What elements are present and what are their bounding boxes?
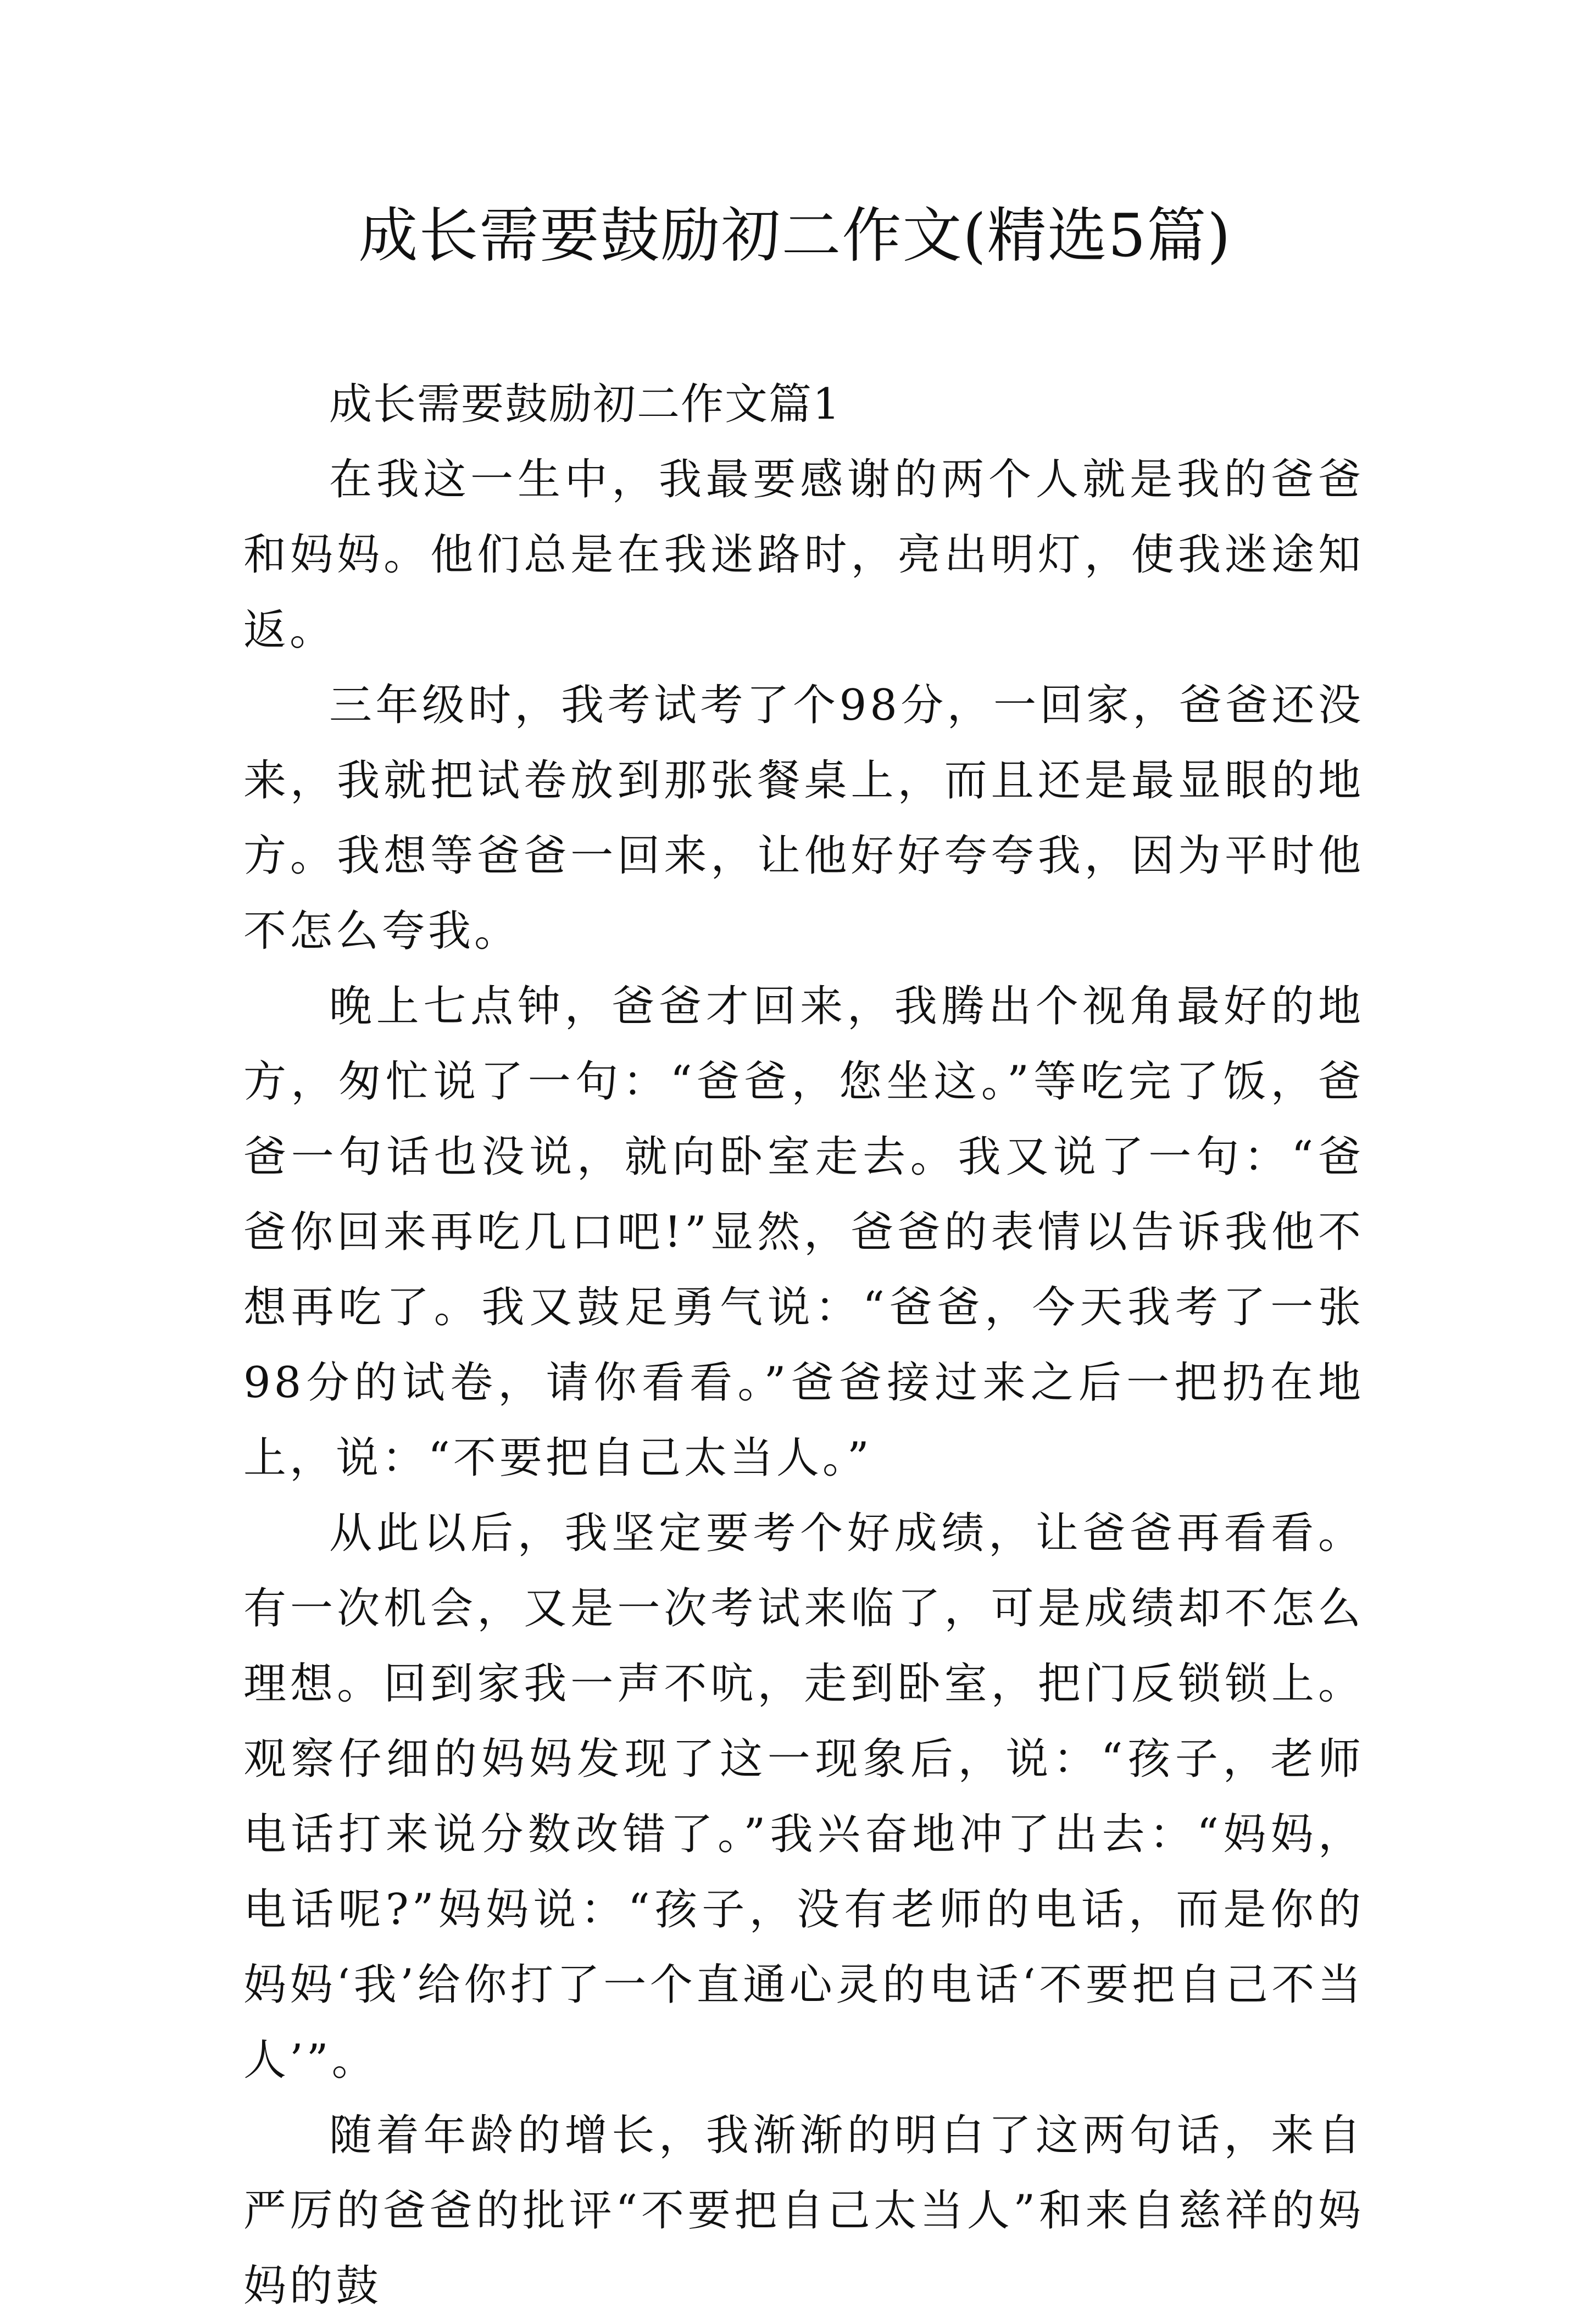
paragraph-3: 晚上七点钟，爸爸才回来，我腾出个视角最好的地方，匆忙说了一句：“爸爸，您坐这。”等吃完了饭，爸爸一句话也没说，就向卧室走去。我又说了一句：“爸爸你回来再吃几口吧!”显然，爸爸的表情以告诉我他不想再吃了。我又鼓足勇气说：“爸爸，今天我考了一张98分的试卷，请你看看。”爸爸接过来之后一把扔在地上，说：“不要把自己太当人。” — [243, 982, 1364, 1483]
paragraph-1: 在我这一生中，我最要感谢的两个人就是我的爸爸和妈妈。他们总是在我迷路时，亮出明灯，使我迷途知返。 — [243, 455, 1364, 655]
essay-heading: 成长需要鼓励初二作文篇1 — [329, 380, 841, 429]
paragraph-4: 从此以后，我坚定要考个好成绩，让爸爸再看看。有一次机会，又是一次考试来临了，可是成绩却不怎么理想。回到家我一声不吭，走到卧室，把门反锁锁上。观察仔细的妈妈发现了这一现象后，说：“孩子，老师电话打来说分数改错了。”我兴奋地冲了出去：“妈妈，电话呢?”妈妈说：“孩子，没有老师的电话，而是你的妈妈‘我’给你打了一个直通心灵的电话‘不要把自己不当人’”。 — [243, 1509, 1364, 2085]
paragraph-2: 三年级时，我考试考了个98分，一回家，爸爸还没来，我就把试卷放到那张餐桌上，而且还是最显眼的地方。我想等爸爸一回来，让他好好夸夸我，因为平时他不怎么夸我。 — [243, 681, 1364, 956]
paragraph-5: 随着年龄的增长，我渐渐的明白了这两句话，来自严厉的爸爸的批评“不要把自己太当人”和来自慈祥的妈妈的鼓 — [243, 2111, 1364, 2311]
document-body — [243, 367, 1364, 2324]
document-title: 成长需要鼓励初二作文(精选5篇) — [358, 202, 1232, 270]
